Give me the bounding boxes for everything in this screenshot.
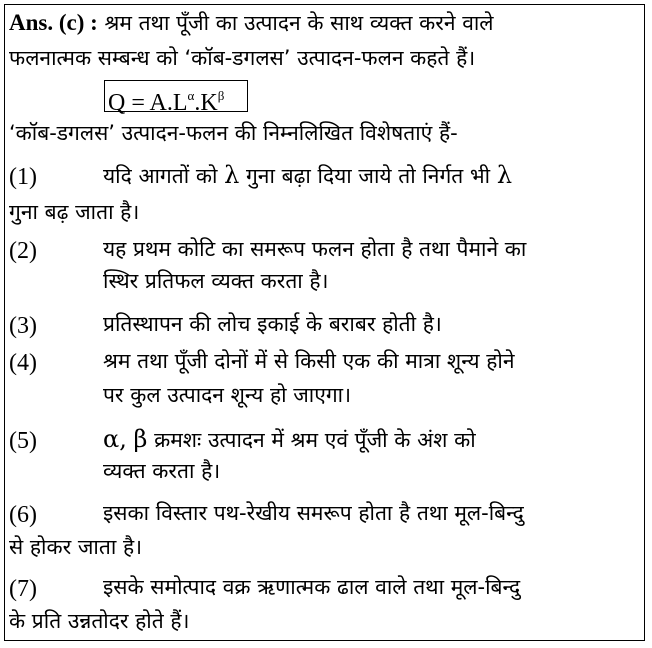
point-number: (2) [9,238,37,264]
intro-text-1: श्रम तथा पूँजी का उत्पादन के साथ व्यक्त करने वाले [104,11,494,35]
formula-exponent-alpha: α [187,88,195,103]
point-number: (3) [9,313,37,339]
lambda-symbol: λ [496,161,513,189]
formula-base: Q = A.L [108,90,188,116]
formula-exponent-beta: β [217,88,225,103]
point-1-line-2: गुना बढ़ जाता है। [9,200,140,224]
point-1-text-b: गुना बढ़ा दिया जाये तो निर्गत भी [245,164,491,188]
beta-symbol: β [133,425,148,453]
point-5-text: क्रमशः उत्पादन में श्रम एवं पूँजी के अंश को [154,428,476,452]
point-number: (1) [9,164,37,190]
answer-label: Ans. (c) : [9,10,98,35]
point-7-line-2: के प्रति उन्नतोदर होते हैं। [9,609,190,633]
point-2-line-1: यह प्रथम कोटि का समरूप फलन होता है तथा पैमाने का [103,237,527,261]
point-number: (7) [9,576,37,602]
cobb-douglas-formula [104,80,248,116]
point-3-line-1: प्रतिस्थापन की लोच इकाई के बराबर होती है। [103,312,442,336]
point-7-line-1: इसके समोत्पाद वक्र ऋणात्मक ढाल वाले तथा मूल-बिन्दु [103,575,521,599]
point-number: (5) [9,428,37,454]
intro-line-2: फलनात्मक सम्बन्ध को ‘कॉब-डगलस’ उत्पादन-फलन कहते हैं। [9,46,476,70]
alpha-symbol: α, [103,425,127,453]
point-4-line-1: श्रम तथा पूँजी दोनों में से किसी एक की मात्रा शून्य होने [103,349,515,373]
point-6-line-2: से होकर जाता है। [9,535,143,559]
point-2-line-2: स्थिर प्रतिफल व्यक्त करता है। [103,269,329,293]
point-1-line-1 [103,160,633,191]
point-number: (4) [9,350,37,376]
intro-line-1 [9,8,494,38]
point-6-line-1: इसका विस्तार पथ-रेखीय समरूप होता है तथा मूल-बिन्दु [103,501,524,525]
point-4-line-2: पर कुल उत्पादन शून्य हो जाएगा। [103,383,352,407]
features-heading: ‘कॉब-डगलस’ उत्पादन-फलन की निम्नलिखित विशेषताएं हैं- [9,121,458,145]
lambda-symbol: λ [224,161,240,189]
point-1-text-a: यदि आगतों को [103,164,218,188]
point-5-line-2: व्यक्त करता है। [103,459,221,483]
point-number: (6) [9,502,37,528]
point-5-line-1 [103,424,476,455]
formula-mid: .K [194,90,218,116]
